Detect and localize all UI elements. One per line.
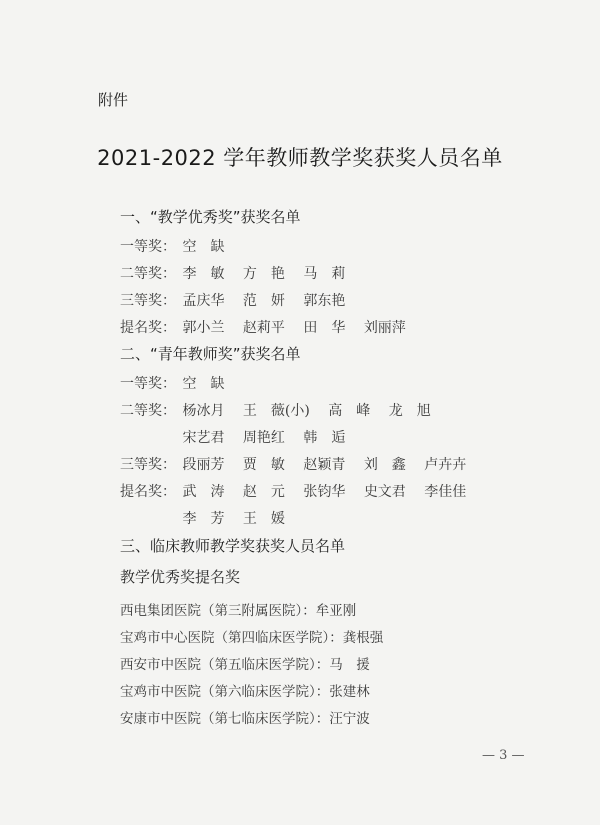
award-name: 杨冰月 bbox=[182, 403, 225, 419]
attachment-label: 附件 bbox=[98, 91, 129, 109]
section1-row bbox=[120, 236, 238, 256]
award-name: 空 缺 bbox=[182, 239, 225, 255]
section2-row bbox=[120, 373, 238, 393]
hospital-row: 西安市中医院（第五临床医学院）：马 援 bbox=[120, 657, 370, 673]
award-name: 李 敏 bbox=[182, 266, 225, 282]
hospital-row: 西电集团医院（第三附属医院）：牟亚刚 bbox=[120, 603, 357, 619]
page-number: — 3 — bbox=[482, 748, 525, 763]
award-label: 一等奖： bbox=[120, 239, 176, 255]
section3-heading: 三、临床教师教学奖获奖人员名单 bbox=[120, 537, 346, 555]
award-name: 高 峰 bbox=[328, 403, 371, 419]
hospital-row: 宝鸡市中医院（第六临床医学院）：张建林 bbox=[120, 684, 370, 700]
award-name: 韩 逅 bbox=[303, 430, 346, 446]
award-label: 一等奖： bbox=[120, 376, 176, 392]
section1-row bbox=[120, 263, 359, 283]
award-name: 李 芳 bbox=[182, 511, 225, 527]
award-name: 王 薇(小) bbox=[242, 403, 310, 419]
section2-row bbox=[120, 481, 480, 501]
page-title: 2021-2022 学年教师教学奖获奖人员名单 bbox=[97, 146, 503, 170]
award-name: 段丽芳 bbox=[182, 457, 225, 473]
award-name: 赵颖青 bbox=[303, 457, 346, 473]
section1-heading: 一、“教学优秀奖”获奖名单 bbox=[120, 208, 301, 226]
award-name: 赵莉平 bbox=[242, 320, 285, 336]
section2-heading: 二、“青年教师奖”获奖名单 bbox=[120, 345, 301, 363]
award-name: 田 华 bbox=[303, 320, 346, 336]
award-name: 龙 旭 bbox=[388, 403, 431, 419]
award-name: 张钧华 bbox=[303, 484, 346, 500]
award-name: 空 缺 bbox=[182, 376, 225, 392]
hospital-row: 安康市中医院（第七临床医学院）：汪宁波 bbox=[120, 711, 370, 727]
award-label: 二等奖： bbox=[120, 403, 176, 419]
section2-row bbox=[120, 508, 299, 528]
award-name: 刘 鑫 bbox=[363, 457, 406, 473]
award-name: 贾 敏 bbox=[242, 457, 285, 473]
award-label: 提名奖： bbox=[120, 320, 176, 336]
award-name: 赵 元 bbox=[242, 484, 285, 500]
award-name: 刘丽萍 bbox=[363, 320, 406, 336]
section1-row bbox=[120, 290, 359, 310]
award-name: 卢卉卉 bbox=[424, 457, 467, 473]
award-name: 范 妍 bbox=[242, 293, 285, 309]
award-label: 三等奖： bbox=[120, 457, 176, 473]
award-name: 李佳佳 bbox=[424, 484, 467, 500]
award-label: 提名奖： bbox=[120, 484, 176, 500]
award-name: 马 莉 bbox=[303, 266, 346, 282]
award-name: 武 涛 bbox=[182, 484, 225, 500]
award-label: 三等奖： bbox=[120, 293, 176, 309]
award-name: 王 媛 bbox=[242, 511, 285, 527]
award-name: 周艳红 bbox=[242, 430, 285, 446]
section2-row bbox=[120, 427, 359, 447]
section2-row bbox=[120, 454, 480, 474]
section3-subheading: 教学优秀奖提名奖 bbox=[120, 568, 241, 586]
award-name: 方 艳 bbox=[242, 266, 285, 282]
award-label: 二等奖： bbox=[120, 266, 176, 282]
award-name: 宋艺君 bbox=[182, 430, 225, 446]
award-name: 郭小兰 bbox=[182, 320, 225, 336]
award-name: 孟庆华 bbox=[182, 293, 225, 309]
section1-row bbox=[120, 317, 420, 337]
hospital-row: 宝鸡市中心医院（第四临床医学院）：龚根强 bbox=[120, 630, 384, 646]
award-name: 史文君 bbox=[363, 484, 406, 500]
section2-row bbox=[120, 400, 445, 420]
award-name: 郭东艳 bbox=[303, 293, 346, 309]
